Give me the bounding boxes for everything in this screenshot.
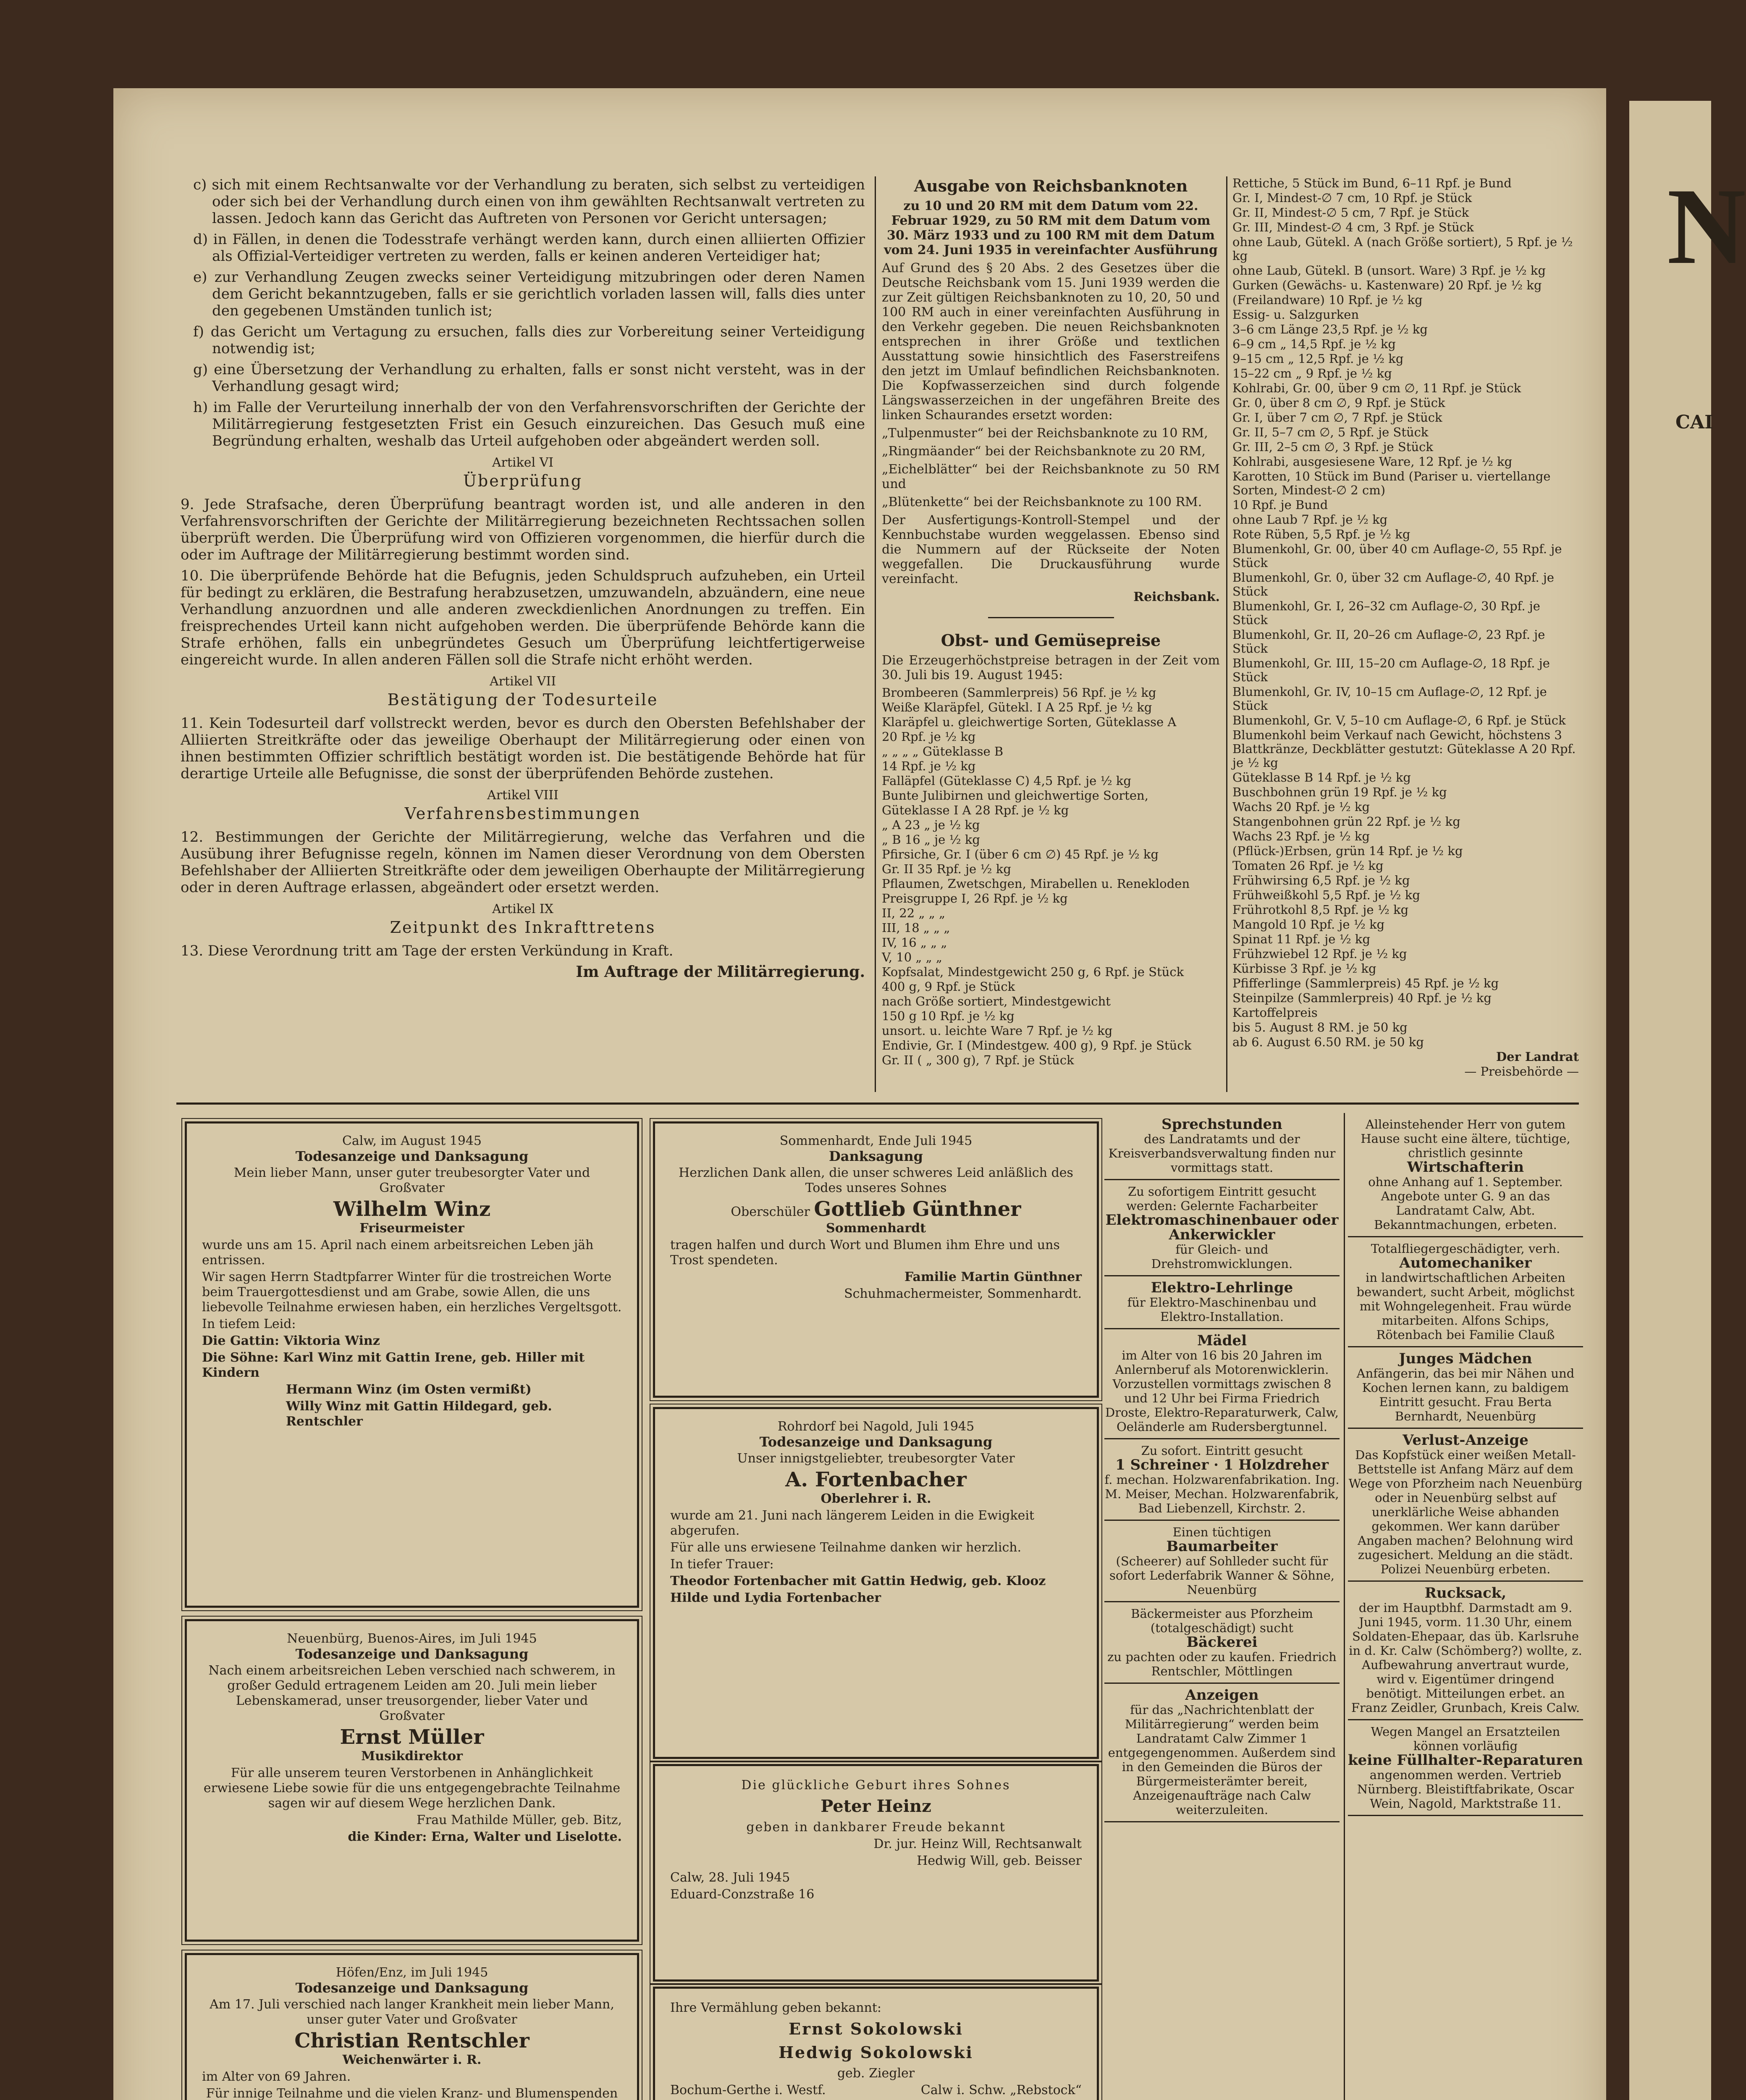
regulation-item: c) sich mit einem Rechtsanwalte vor der Verhandlung zu beraten, sich selbst zu verteidigen oder sich bei der Verhandlung durch einen von ihm gewählten Rechtsanwalt vertreten zu lassen. Jedoch kann das Gericht das Auftreten von Personen vor Gericht untersagen; [193, 176, 865, 227]
ad-head: Baumarbeiter [1166, 1538, 1278, 1555]
ad-pre: Wegen Mangel an Ersatzteilen können vorläufig [1371, 1725, 1560, 1753]
notice-lead: Ihre Vermählung geben bekannt: [670, 2000, 882, 2015]
price-line: 3–6 cm Länge 23,5 Rpf. je ½ kg [1232, 322, 1428, 336]
price-line: Mangold 10 Rpf. je ½ kg [1232, 917, 1385, 932]
child-name: Peter Heinz [821, 1796, 931, 1816]
notice-thanks: Für alle unserem teuren Verstorbenen in Anhänglichkeit erwiesene Liebe sowie für die uns entgegengebrachte Teilnahme sagen wir auf diesem Wege herzlichen Dank. [203, 1766, 621, 1811]
price-line: Gr. II ( „ 300 g), 7 Rpf. je Stück [882, 1053, 1074, 1067]
price-line: ohne Laub 7 Rpf. je ½ kg [1232, 512, 1388, 527]
paragraph: 10. Die überprüfende Behörde hat die Befugnis, jeden Schuldspruch aufzuheben, ein Urteil für bedingt zu erklären, die Bestrafung herabzusetzen, umzuwandeln, abzuändern, eine neue Verhandlung anzuordnen und alle anderen zweckdienlichen Anordnungen zu treffen. Ein freisprechendes Urteil kann nicht aufgehoben werden. Die überprüfende Behörde kann die Strafe erhöhen, falls ein unbegründetes Gesuch um Überprüfung leichtfertigerweise eingereicht wurde. In allen anderen Fällen soll die Strafe nicht erhöht werden. [181, 567, 865, 668]
price-line: Bunte Julibirnen und gleichwertige Sorten, [882, 788, 1148, 803]
ad-head: Sprechstunden [1161, 1116, 1282, 1133]
article-title: Ausgabe von Reichsbanknoten [914, 176, 1188, 195]
death-notice-fortenbacher [653, 1407, 1099, 1759]
deceased-role: Oberlehrer i. R. [821, 1491, 931, 1506]
signature: Im Auftrage der Militärregierung. [576, 963, 865, 981]
price-line: „ B 16 „ je ½ kg [882, 832, 980, 847]
article-number: Artikel VIII [487, 788, 558, 803]
price-line: Stangenbohnen grün 22 Rpf. je ½ kg [1232, 814, 1460, 829]
ad-text: (Scheerer) auf Sohlleder sucht für sofort Lederfabrik Wanner & Söhne, Neuenbürg [1109, 1554, 1335, 1597]
notice-lead: Am 17. Juli verschied nach langer Krankheit mein lieber Mann, unser guter Vater und Großvater [210, 1997, 614, 2027]
notice-thanks: Für innige Teilnahme und die vielen Kranz- und Blumenspenden [206, 2086, 618, 2100]
price-line: Spinat 11 Rpf. je ½ kg [1232, 932, 1371, 946]
price-line: Frühzwiebel 12 Rpf. je ½ kg [1232, 947, 1407, 961]
watermark-item: „Eichelblätter“ bei der Reichsbanknote zu 50 RM und [882, 462, 1220, 491]
price-line: Buschbohnen grün 19 Rpf. je ½ kg [1232, 785, 1447, 799]
deceased-role: Musikdirektor [361, 1749, 463, 1764]
notice-address: Eduard-Conzstraße 16 [670, 1887, 815, 1902]
price-line: Gr. I, über 7 cm ∅, 7 Rpf. je Stück [1232, 410, 1442, 425]
classified-ad [1348, 1720, 1583, 1816]
ad-head: Rucksack, [1424, 1585, 1507, 1601]
article-title: Obst- und Gemüsepreise [941, 631, 1161, 650]
regulation-item: e) zur Verhandlung Zeugen zwecks seiner Verteidigung mitzubringen oder deren Namen dem Gericht bekanntzugeben, falls er sie gerichtlich vorladen lassen will, falls dies unter den gegebenen Umständen tunlich ist; [193, 269, 865, 319]
price-line: Wachs 23 Rpf. je ½ kg [1232, 829, 1370, 843]
classified-ad [1104, 1521, 1340, 1602]
notice-place: Rohrdorf bei Nagold, Juli 1945 [777, 1419, 975, 1434]
notice-lead: Nach einem arbeitsreichen Leben verschied nach schwerem, in großer Geduld ertragenem Leiden am 20. Juli mein lieber Lebenskamerad, unser treusorgender, lieber Vater und Großvater [208, 1663, 616, 1723]
signature-sub: — Preisbehörde — [1464, 1064, 1579, 1079]
price-line: ohne Laub, Gütekl. A (nach Größe sortiert), 5 Rpf. je ½ kg [1232, 235, 1573, 263]
price-line: Gr. II, Mindest-∅ 5 cm, 7 Rpf. je Stück [1232, 205, 1469, 220]
classified-ad [1104, 1329, 1340, 1439]
article-title: Verfahrensbestimmungen [404, 804, 641, 823]
ad-text: für das „Nachrichtenblatt der Militärregierung“ werden beim Landratamt Calw Zimmer 1 entgegengenommen. Außerdem sind in den Gemeinden die Büros der Bürgermeisterämter bereit, Anzeigenaufträge nach Calw weiterzuleiten. [1108, 1703, 1336, 1817]
notice-place: Sommenhardt, Ende Juli 1945 [779, 1134, 973, 1148]
next-page-strip [1629, 101, 1746, 2100]
horizontal-rule [176, 1102, 1579, 1105]
death-notice-mueller [185, 1619, 639, 1942]
price-line: 15–22 cm „ 9 Rpf. je ½ kg [1232, 366, 1392, 381]
price-line: 6–9 cm „ 14,5 Rpf. je ½ kg [1232, 337, 1396, 351]
price-line: „ A 23 „ je ½ kg [882, 818, 980, 832]
classified-ad [1348, 1113, 1583, 1237]
price-line: Gr. III, 2–5 cm ∅, 3 Rpf. je Stück [1232, 440, 1433, 454]
notice-text: wurde am 21. Juni nach längerem Leiden in die Ewigkeit abgerufen. [670, 1508, 1035, 1538]
ad-pre: Zu sofortigem Eintritt gesucht werden: Gelernte Facharbeiter [1126, 1184, 1318, 1213]
price-line: Tomaten 26 Rpf. je ½ kg [1232, 858, 1384, 873]
ad-text: Anfängerin, das bei mir Nähen und Kochen lernen kann, zu baldigem Eintritt gesucht. Frau Berta Bernhardt, Neuenbürg [1356, 1366, 1575, 1423]
watermark-item: „Ringmäander“ bei der Reichsbanknote zu 20 RM, [882, 444, 1206, 459]
notice-title: Todesanzeige und Danksagung [295, 1646, 529, 1662]
groom-name: Ernst Sokolowski [789, 2019, 963, 2038]
classified-ad [1348, 1582, 1583, 1720]
notice-sig: Willy Winz mit Gattin Hildegard, geb. Rentschler [286, 1399, 552, 1429]
ad-pre: Totalfliegergeschädigter, verh. [1371, 1242, 1560, 1256]
death-notice-winz [185, 1121, 639, 1608]
signature: Reichsbank. [1133, 590, 1220, 604]
notice-sig: Die Söhne: Karl Winz mit Gattin Irene, geb. Hiller mit Kindern [202, 1350, 585, 1380]
notice-thanks: Für alle uns erwiesene Teilnahme danken wir herzlich. [670, 1540, 1022, 1555]
price-line: Kopfsalat, Mindestgewicht 250 g, 6 Rpf. je Stück [882, 965, 1184, 979]
column-rule [875, 176, 876, 1092]
price-line: Gr. II 35 Rpf. je ½ kg [882, 862, 1011, 876]
wedding-notice-sokolowski [653, 1987, 1099, 2100]
price-line: Gr. III, Mindest-∅ 4 cm, 3 Rpf. je Stück [1232, 220, 1474, 234]
bride-name: Hedwig Sokolowski [779, 2043, 973, 2062]
price-line: Blumenkohl, Gr. IV, 10–15 cm Auflage-∅, 12 Rpf. je Stück [1232, 685, 1547, 713]
deceased-name: Gottlieb Günthner [814, 1197, 1021, 1221]
death-notice-rentschler [185, 1953, 639, 2100]
price-line: Blumenkohl, Gr. III, 15–20 cm Auflage-∅, 18 Rpf. je Stück [1232, 656, 1550, 684]
ad-text: f. mechan. Holzwarenfabrikation. Ing. M. Meiser, Mechan. Holzwarenfabrik, Bad Liebenzell, Kirchstr. 2. [1104, 1473, 1340, 1515]
price-line: nach Größe sortiert, Mindestgewicht [882, 994, 1111, 1008]
classified-ad [1348, 1347, 1583, 1429]
price-line: Blumenkohl, Gr. 0, über 32 cm Auflage-∅, 40 Rpf. je Stück [1232, 570, 1555, 598]
ad-head: Junges Mädchen [1399, 1350, 1532, 1367]
notice-sig: Schuhmachermeister, Sommenhardt. [844, 1286, 1082, 1301]
classified-ad [1348, 1429, 1583, 1582]
price-line: 14 Rpf. je ½ kg [882, 759, 976, 773]
notice-place: Calw, 28. Juli 1945 [670, 1870, 790, 1885]
regulation-item: f) das Gericht um Vertagung zu ersuchen, falls dies zur Vorbereitung seiner Verteidigung notwendig ist; [193, 323, 865, 357]
price-line: Karotten, 10 Stück im Bund (Pariser u. viertellange Sorten, Mindest-∅ 2 cm) [1232, 469, 1551, 497]
price-line: 20 Rpf. je ½ kg [882, 730, 976, 744]
price-line: 400 g, 9 Rpf. je Stück [882, 979, 1015, 994]
article-title: Überprüfung [463, 472, 583, 490]
name-prefix: Oberschüler [731, 1205, 810, 1219]
ad-text: des Landratamts und der Kreisverbandsverwaltung finden nur vormittags statt. [1108, 1132, 1336, 1175]
ad-head: keine Füllhalter-Reparaturen [1348, 1752, 1583, 1769]
deceased-name: Christian Rentschler [294, 2029, 530, 2053]
ad-text: angenommen werden. Vertrieb Nürnberg. Bleistiftfabrikate, Oscar Wein, Nagold, Marktstraße 11. [1357, 1768, 1574, 1811]
regulation-item: d) in Fällen, in denen die Todesstrafe verhängt werden kann, durch einen alliierten Offizier als Offizial-Verteidiger vertreten zu werden, falls er keinen anderen Verteidiger hat; [193, 231, 865, 265]
price-line: Frührotkohl 8,5 Rpf. je ½ kg [1232, 903, 1409, 917]
classified-ad [1104, 1684, 1340, 1822]
ad-head: Wirtschafterin [1407, 1159, 1524, 1176]
watermark-item: „Tulpenmuster“ bei der Reichsbanknote zu 10 RM, [882, 426, 1208, 441]
ad-pre: Bäckermeister aus Pforzheim (totalgeschädigt) sucht [1131, 1606, 1313, 1635]
price-line: Frühwirsing 6,5 Rpf. je ½ kg [1232, 873, 1410, 887]
ad-head: Elektromaschinenbauer oder Ankerwickler [1105, 1212, 1339, 1243]
price-line: (Pflück-)Erbsen, grün 14 Rpf. je ½ kg [1232, 844, 1463, 858]
banknotes-article [882, 176, 1220, 1100]
price-line: Gr. II, 5–7 cm ∅, 5 Rpf. je Stück [1232, 425, 1429, 439]
article-lead: Die Erzeugerhöchstpreise betragen in der Zeit vom 30. Juli bis 19. August 1945: [882, 653, 1220, 682]
regulation-item: g) eine Übersetzung der Verhandlung zu erhalten, falls er sonst nicht versteht, was in der Verhandlung gesagt wird; [193, 361, 865, 395]
notice-place: Calw, im August 1945 [342, 1134, 482, 1148]
article-number: Artikel VI [492, 455, 554, 470]
paragraph: Auf Grund des § 20 Abs. 2 des Gesetzes über die Deutsche Reichsbank vom 15. Juni 1939 werden die zur Zeit gültigen Reichsbanknoten zu 10, 20, 50 und 100 RM auch in einer vereinfachten Ausführung in den Verkehr gegeben. Die neuen Reichsbanknoten entsprechen in ihrer Größe und textlichen Ausstattung sowie hinsichtlich des Faserstreifens den jetzt im Umlauf befindlichen Reichsbanknoten. Die Kopfwasserzeichen sind durch folgende Längswasserzeichen in der ungefähren Breite des linken Schaurandes ersetzt worden: [882, 261, 1220, 423]
paragraph: 9. Jede Strafsache, deren Überprüfung beantragt worden ist, und alle anderen in den Verfahrensvorschriften der Gerichte der Militärregierung bezeichneten Rechtssachen sollen überprüft werden. Die Überprüfung wird von Offizieren vorgenommen, die hierfür durch die oder im Auftrage der Militärregierung bestimmt worden sind. [181, 496, 865, 563]
notice-lead: Die glückliche Geburt ihres Sohnes [741, 1778, 1011, 1793]
price-line: Kartoffelpreis [1232, 1005, 1318, 1020]
notice-sig: Familie Martin Günthner [904, 1270, 1082, 1284]
price-list [882, 686, 1220, 1067]
deceased-role: Sommenhardt [826, 1221, 926, 1236]
price-line: Endivie, Gr. I (Mindestgew. 400 g), 9 Rpf. je Stück [882, 1038, 1192, 1053]
ad-text: der im Hauptbhf. Darmstadt am 9. Juni 1945, vorm. 11.30 Uhr, einem Soldaten-Ehepaar, das üb. Karlsruhe in d. Kr. Calw (Schömberg?) wollte, z. Aufbewahrung anvertraut wurde, wird v. Eigentümer dringend benötigt. Mitteilungen erbet. an Franz Zeidler, Grunbach, Kreis Calw. [1349, 1601, 1582, 1715]
classified-ads-col1 [1104, 1113, 1340, 2100]
price-line: Rettiche, 5 Stück im Bund, 6–11 Rpf. je Bund [1232, 176, 1512, 190]
notice-sig: Hilde und Lydia Fortenbacher [670, 1591, 881, 1605]
price-line: bis 5. August 8 RM. je 50 kg [1232, 1020, 1408, 1034]
price-list [1232, 176, 1579, 1049]
column-fragment: CAI [1675, 412, 1713, 433]
notice-place: Neuenbürg, Buenos-Aires, im Juli 1945 [287, 1631, 537, 1646]
notice-sig: Theodor Fortenbacher mit Gattin Hedwig, geb. Klooz [670, 1574, 1046, 1588]
price-line: Pflaumen, Zwetschgen, Mirabellen u. Renekloden [882, 877, 1190, 891]
article-title: Zeitpunkt des Inkrafttretens [390, 918, 656, 937]
classified-ads-col2 [1348, 1113, 1583, 2100]
price-line: Preisgruppe I, 26 Rpf. je ½ kg [882, 891, 1068, 906]
price-line: 150 g 10 Rpf. je ½ kg [882, 1009, 1015, 1023]
notice-thanks: Wir sagen Herrn Stadtpfarrer Winter für die trostreichen Worte beim Trauergottesdienst und am Grabe, sowie Allen, die uns liebevolle Teilnahme erwiesen haben, ein herzliches Vergeltsgott. [202, 1270, 622, 1315]
paragraph: 11. Kein Todesurteil darf vollstreckt werden, bevor es durch den Obersten Befehlshaber der Alliierten Streitkräfte oder das jeweilige Oberhaupt der Militärregierung oder einen von ihnen bestimmten Offizier schriftlich bestätigt worden ist. Die bestätigende Behörde hat für derartige Urteile alle Befugnisse, die sonst der überprüfenden Behörde zustehen. [181, 715, 865, 782]
price-line: ohne Laub, Gütekl. B (unsort. Ware) 3 Rpf. je ½ kg [1232, 263, 1546, 278]
price-line: Güteklasse I A 28 Rpf. je ½ kg [882, 803, 1069, 817]
price-line: Gurken (Gewächs- u. Kastenware) 20 Rpf. je ½ kg [1232, 278, 1542, 292]
classified-ad [1104, 1113, 1340, 1180]
ad-head: Mädel [1197, 1332, 1247, 1349]
notice-text: geben in dankbarer Freude bekannt [746, 1820, 1006, 1835]
vegetable-prices [1232, 176, 1579, 1100]
price-line: 10 Rpf. je Bund [1232, 498, 1328, 512]
column-rule [1344, 1113, 1345, 2100]
watermark-item: „Blütenkette“ bei der Reichsbanknote zu 100 RM. [882, 495, 1202, 509]
paragraph: 12. Bestimmungen der Gerichte der Militärregierung, welche das Verfahren und die Ausübung ihrer Befugnisse regeln, können im Namen dieser Verordnung von dem Obersten Befehlshaber der Alliierten Streitkräfte oder dem jeweiligen Oberhaupte der Militärregierung oder in deren Auftrage erlassen, abgeändert oder ersetzt werden. [181, 829, 865, 896]
ad-head: Verlust-Anzeige [1403, 1432, 1528, 1449]
price-line: Blumenkohl, Gr. 00, über 40 cm Auflage-∅, 55 Rpf. je Stück [1232, 542, 1562, 570]
notice-title: Todesanzeige und Danksagung [295, 1980, 529, 1996]
price-line: ab 6. August 6.50 RM. je 50 kg [1232, 1035, 1424, 1049]
price-line: Blumenkohl beim Verkauf nach Gewicht, höchstens 3 Blattkränze, Deckblätter gestutzt: Güteklasse A 20 Rpf. je ½ kg [1232, 728, 1576, 770]
price-line: „ „ „ „ Güteklasse B [882, 744, 1004, 759]
ad-pre: Einen tüchtigen [1172, 1525, 1271, 1539]
deceased-role: Friseurmeister [359, 1221, 464, 1236]
column-rule [1226, 176, 1227, 1092]
price-line: Frühweißkohl 5,5 Rpf. je ½ kg [1232, 888, 1420, 902]
ad-head: Automechaniker [1399, 1255, 1532, 1271]
price-line: Wachs 20 Rpf. je ½ kg [1232, 800, 1370, 814]
signature: Der Landrat [1496, 1050, 1579, 1064]
price-line: Pfifferlinge (Sammlerpreis) 45 Rpf. je ½ kg [1232, 976, 1499, 990]
price-line: Essig- u. Salzgurken [1232, 307, 1359, 322]
ad-text: in landwirtschaftlichen Arbeiten bewandert, sucht Arbeit, möglichst mit Wohngelegenheit. Frau würde mitarbeiten. Alfons Schips, Rötenbach bei Familie Clauß [1356, 1270, 1575, 1342]
notice-sig: Die Gattin: Viktoria Winz [202, 1334, 380, 1348]
bride-location: Calw i. Schw. „Rebstock“ [920, 2083, 1082, 2097]
notice-text: tragen halfen und durch Wort und Blumen ihm Ehre und uns Trost spendeten. [670, 1238, 1060, 1268]
ad-text: im Alter von 16 bis 20 Jahren im Anlernberuf als Motorenwicklerin. Vorzustellen vormittags zwischen 8 und 12 Uhr bei Firma Friedrich Droste, Elektro-Reparaturwerk, Calw, Oeländerle am Rudersbergtunnel. [1105, 1348, 1339, 1434]
ad-head: Anzeigen [1185, 1687, 1259, 1704]
ad-text: Das Kopfstück einer weißen Metall-Bettstelle ist Anfang März auf dem Wege von Pforzheim nach Neuenbürg oder in Neuenbürg selbst auf unerklärliche Weise abhanden gekommen. Wer kann darüber Angaben machen? Belohnung wird zugesichert. Meldung an die städt. Polizei Neuenbürg erbeten. [1348, 1448, 1583, 1576]
paragraph: Der Ausfertigungs-Kontroll-Stempel und der Kennbuchstabe wurden weggelassen. Ebenso sind die Nummern auf der Rückseite der Noten weggefallen. Die Druckausführung wurde vereinfacht. [882, 513, 1220, 586]
ad-head: Elektro-Lehrlinge [1151, 1279, 1293, 1296]
notice-sig: Frau Mathilde Müller, geb. Bitz, [417, 1813, 622, 1827]
notice-text: wurde uns am 15. April nach einem arbeitsreichen Leben jäh entrissen. [202, 1238, 594, 1268]
notice-sig: Hedwig Will, geb. Beisser [917, 1853, 1082, 1868]
notice-title: Todesanzeige und Danksagung [759, 1434, 993, 1450]
price-line: 9–15 cm „ 12,5 Rpf. je ½ kg [1232, 352, 1404, 366]
ad-text: für Gleich- und Drehstromwicklungen. [1151, 1242, 1293, 1271]
notice-sig: die Kinder: Erna, Walter und Liselotte. [348, 1830, 622, 1844]
notice-sig: In tiefer Trauer: [670, 1557, 774, 1572]
price-line: Kürbisse 3 Rpf. je ½ kg [1232, 961, 1376, 976]
price-line: Blumenkohl, Gr. I, 26–32 cm Auflage-∅, 30 Rpf. je Stück [1232, 599, 1540, 627]
ad-text: ohne Anhang auf 1. September. Angebote unter G. 9 an das Landratamt Calw, Abt. Bekanntmachungen, erbeten. [1368, 1175, 1563, 1232]
classified-ad [1104, 1180, 1340, 1276]
deceased-role: Weichenwärter i. R. [342, 2053, 482, 2067]
price-line: (Freilandware) 10 Rpf. je ½ kg [1232, 293, 1423, 307]
notice-text: im Alter von 69 Jahren. [202, 2069, 351, 2084]
ad-text: für Elektro-Maschinenbau und Elektro-Installation. [1127, 1295, 1317, 1324]
classified-ad [1104, 1602, 1340, 1684]
price-line: IV, 16 „ „ „ [882, 935, 947, 950]
classified-ad [1104, 1276, 1340, 1329]
notice-title: Danksagung [829, 1148, 923, 1164]
price-line: Falläpfel (Güteklasse C) 4,5 Rpf. je ½ kg [882, 774, 1131, 788]
groom-location: Bochum-Gerthe i. Westf. [670, 2083, 826, 2097]
price-line: Blumenkohl, Gr. V, 5–10 cm Auflage-∅, 6 Rpf. je Stück [1232, 713, 1566, 727]
ad-head: Bäckerei [1186, 1634, 1258, 1651]
notice-sig: In tiefem Leid: [202, 1317, 296, 1331]
ad-text: zu pachten oder zu kaufen. Friedrich Rentschler, Möttlingen [1107, 1650, 1337, 1678]
thanks-notice-guenthner [653, 1121, 1099, 1398]
price-line: Gr. 0, über 8 cm ∅, 9 Rpf. je Stück [1232, 396, 1445, 410]
price-line: Weiße Klaräpfel, Gütekl. I A 25 Rpf. je ½ kg [882, 700, 1152, 714]
deceased-name: Wilhelm Winz [333, 1197, 491, 1221]
deceased-name: Ernst Müller [340, 1725, 484, 1749]
ad-head: 1 Schreiner · 1 Holzdreher [1115, 1457, 1329, 1473]
article-lead: zu 10 und 20 RM mit dem Datum vom 22. Februar 1929, zu 50 RM mit dem Datum vom 30. März 1933 und zu 100 RM mit dem Datum vom 24. Juni 1935 in vereinfachter Ausführung [884, 199, 1218, 257]
classified-ad [1104, 1439, 1340, 1521]
classified-ad [1348, 1237, 1583, 1347]
price-line: Gr. I, Mindest-∅ 7 cm, 10 Rpf. je Stück [1232, 191, 1472, 205]
deceased-name: A. Fortenbacher [785, 1468, 967, 1491]
notice-lead: Herzlichen Dank allen, die unser schweres Leid anläßlich des Todes unseres Sohnes [679, 1166, 1073, 1195]
price-line: III, 18 „ „ „ [882, 921, 950, 935]
price-line: unsort. u. leichte Ware 7 Rpf. je ½ kg [882, 1024, 1113, 1038]
notice-sig: Hermann Winz (im Osten vermißt) [286, 1382, 532, 1397]
price-line: Pfirsiche, Gr. I (über 6 cm ∅) 45 Rpf. je ½ kg [882, 847, 1159, 861]
regulations-article [181, 176, 865, 1100]
price-line: Kohlrabi, Gr. 00, über 9 cm ∅, 11 Rpf. je Stück [1232, 381, 1521, 395]
notice-title: Todesanzeige und Danksagung [295, 1148, 529, 1164]
notice-lead: Mein lieber Mann, unser guter treubesorgter Vater und Großvater [233, 1166, 590, 1195]
price-line: Brombeeren (Sammlerpreis) 56 Rpf. je ½ kg [882, 685, 1156, 700]
ad-pre: Alleinstehender Herr von gutem Hause sucht eine ältere, tüchtige, christlich gesinnte [1361, 1117, 1570, 1160]
paragraph: 13. Diese Verordnung tritt am Tage der ersten Verkündung in Kraft. [181, 942, 674, 959]
price-line: II, 22 „ „ „ [882, 906, 945, 920]
price-line: Rote Rüben, 5,5 Rpf. je ½ kg [1232, 527, 1410, 541]
price-line: Güteklasse B 14 Rpf. je ½ kg [1232, 770, 1411, 785]
ad-pre: Zu sofort. Eintritt gesucht [1141, 1444, 1303, 1458]
masthead-letter: N [1667, 166, 1746, 287]
price-line: Steinpilze (Sammlerpreis) 40 Rpf. je ½ kg [1232, 991, 1492, 1005]
article-title: Bestätigung der Todesurteile [387, 690, 658, 709]
notice-lead: Unser innigstgeliebter, treubesorgter Vater [737, 1451, 1015, 1466]
divider [988, 617, 1114, 618]
price-line: V, 10 „ „ „ [882, 950, 942, 964]
article-number: Artikel VII [489, 674, 556, 689]
bride-maiden: geb. Ziegler [837, 2066, 915, 2081]
price-line: Kohlrabi, ausgesiesene Ware, 12 Rpf. je ½ kg [1232, 454, 1513, 469]
notice-place: Höfen/Enz, im Juli 1945 [336, 1965, 488, 1980]
regulation-item: h) im Falle der Verurteilung innerhalb der von den Verfahrensvorschriften der Gerichte der Militärregierung festgesetzten Frist ein Gesuch einzureichen. Das Gesuch muß eine Begründung erhalten, weshalb das Urteil aufgehoben oder abgeändert werden soll. [193, 399, 865, 449]
price-line: Klaräpfel u. gleichwertige Sorten, Güteklasse A [882, 715, 1177, 729]
article-number: Artikel IX [492, 902, 553, 916]
price-line: Blumenkohl, Gr. II, 20–26 cm Auflage-∅, 23 Rpf. je Stück [1232, 627, 1545, 656]
birth-notice-heinz [653, 1764, 1099, 1982]
notice-sig: Dr. jur. Heinz Will, Rechtsanwalt [873, 1837, 1082, 1851]
